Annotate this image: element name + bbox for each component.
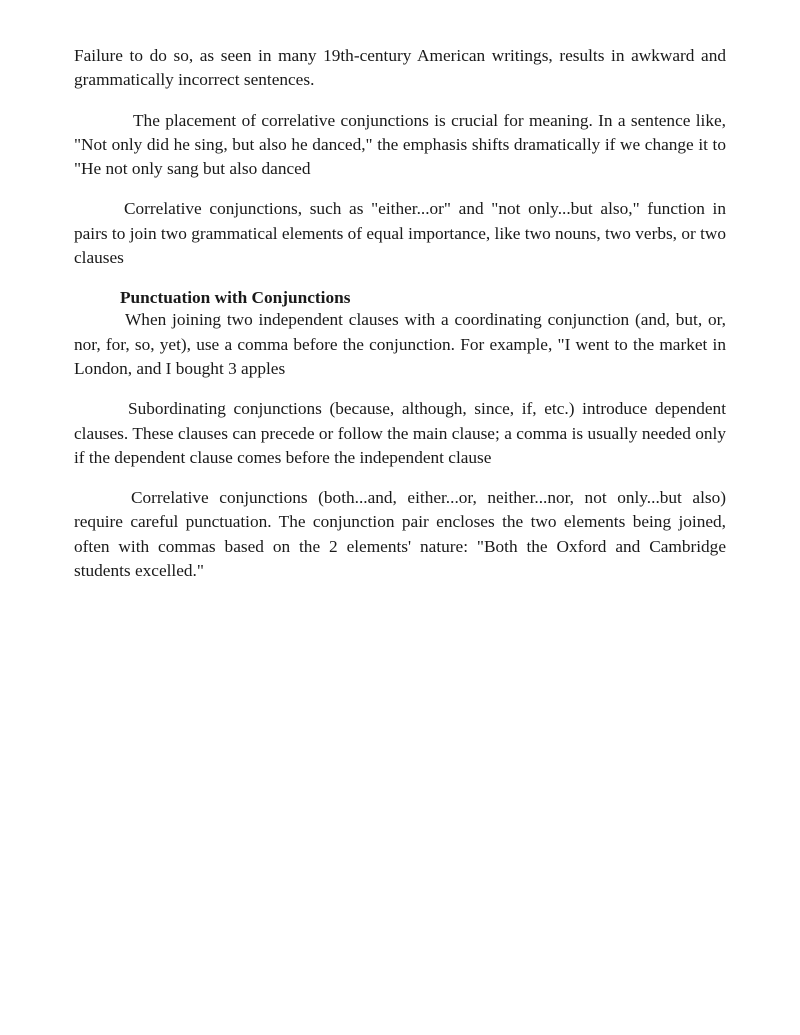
section-heading: Punctuation with Conjunctions	[120, 288, 351, 308]
paragraph-correlative-intro: Correlative conjunctions, such as "either...or" and "not only...but also," function in pairs to join two grammatical elements of equal importance, like two nouns, two verbs, or two clauses	[74, 199, 726, 268]
paragraph-subordinating: Subordinating conjunctions (because, although, since, if, etc.) introduce dependent clauses. These clauses can precede or follow the main clause; a comma is usually needed only if the dependent clause comes before the independent clause	[74, 399, 726, 467]
paragraph-placement: The placement of correlative conjunctions is crucial for meaning. In a sentence like, "Not only did he sing, but also he danced," the emphasis shifts dramatically if we change it to "He not only sang but also danced	[74, 110, 726, 179]
paragraph-correlative-punctuation: Correlative conjunctions (both...and, either...or, neither...nor, not only...but also) require careful punctuation. The conjunction pair encloses the two elements being joined, often with commas based on the 2 elements' nature: "Both the Oxford and Cambridge students excelled."	[74, 488, 726, 581]
document-page	[74, 44, 726, 599]
paragraph-intro-tail: Failure to do so, as seen in many 19th-century American writings, results in awkward and grammatically incorrect sentences.	[74, 46, 726, 90]
paragraph-coordinating: When joining two independent clauses with a coordinating conjunction (and, but, or, nor, for, so, yet), use a comma before the conjunction. For example, "I went to the market in London, and I bought 3 apples	[74, 310, 726, 378]
